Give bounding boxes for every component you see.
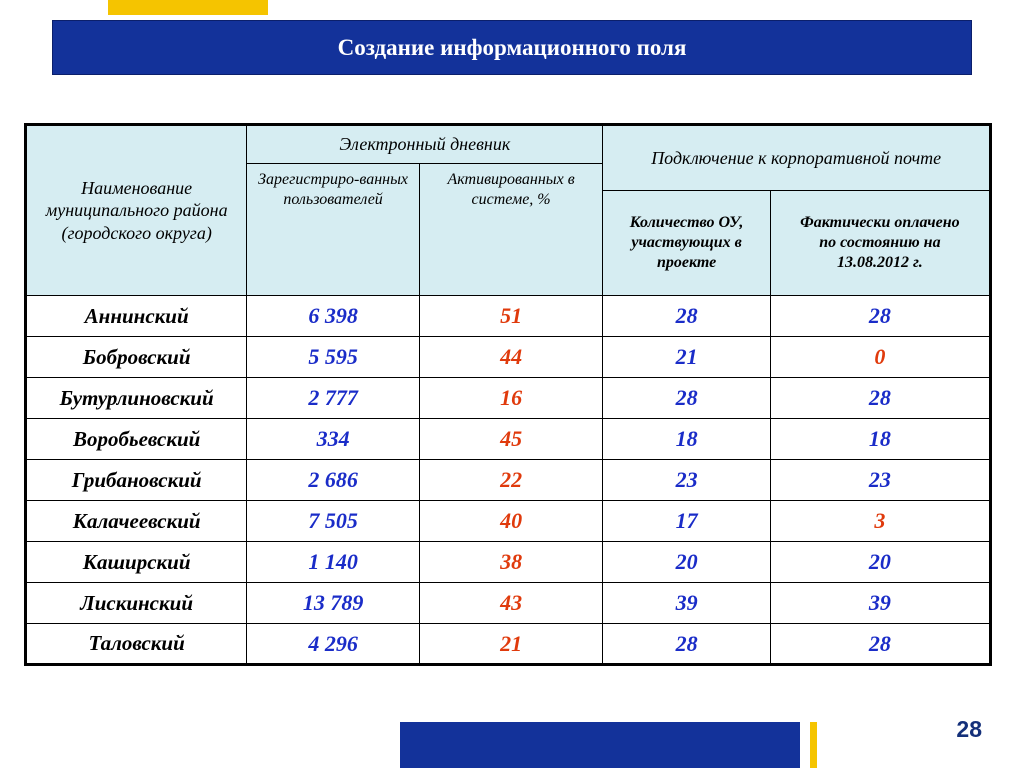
- schools-value: 28: [603, 378, 770, 419]
- paid-value: 28: [770, 296, 990, 337]
- activated-value: 44: [419, 337, 603, 378]
- schools-value: 39: [603, 583, 770, 624]
- schools-value: 17: [603, 501, 770, 542]
- bottom-accent-bar: [400, 722, 800, 768]
- activated-value: 40: [419, 501, 603, 542]
- bottom-accent-stripe: [810, 722, 817, 768]
- schools-value: 20: [603, 542, 770, 583]
- header-registered: Зарегистриро-ванных пользователей: [247, 164, 419, 296]
- title-bar: [52, 20, 972, 75]
- table-row: [26, 542, 991, 583]
- slide-title: Создание информационного поля: [337, 34, 687, 60]
- district-name: Грибановский: [26, 460, 247, 501]
- district-name: Аннинский: [26, 296, 247, 337]
- district-name: Калачеевский: [26, 501, 247, 542]
- paid-value: 20: [770, 542, 990, 583]
- district-name: Бутурлиновский: [26, 378, 247, 419]
- header-district: Наименование муниципального района (городского округа): [26, 125, 247, 296]
- schools-value: 28: [603, 296, 770, 337]
- activated-value: 51: [419, 296, 603, 337]
- registered-value: 334: [247, 419, 419, 460]
- paid-value: 39: [770, 583, 990, 624]
- table-row: [26, 460, 991, 501]
- table-row: [26, 501, 991, 542]
- paid-value: 0: [770, 337, 990, 378]
- header-schools: Количество ОУ, участвующих в проекте: [603, 191, 770, 296]
- district-name: Таловский: [26, 624, 247, 665]
- activated-value: 45: [419, 419, 603, 460]
- paid-value: 3: [770, 501, 990, 542]
- registered-value: 2 777: [247, 378, 419, 419]
- schools-value: 23: [603, 460, 770, 501]
- header-mail: Подключение к корпоративной почте: [603, 125, 991, 191]
- header-activated: Активированных в системе, %: [419, 164, 603, 296]
- activated-value: 22: [419, 460, 603, 501]
- activated-value: 16: [419, 378, 603, 419]
- registered-value: 13 789: [247, 583, 419, 624]
- registered-value: 5 595: [247, 337, 419, 378]
- header-paid: Фактически оплачено по состоянию на 13.08.2012 г.: [770, 191, 990, 296]
- table-row: [26, 296, 991, 337]
- paid-value: 18: [770, 419, 990, 460]
- paid-value: 28: [770, 378, 990, 419]
- table-row: [26, 624, 991, 665]
- district-name: Бобровский: [26, 337, 247, 378]
- page-number: 28: [956, 716, 982, 742]
- registered-value: 2 686: [247, 460, 419, 501]
- schools-value: 21: [603, 337, 770, 378]
- top-accent-bar: [108, 0, 268, 15]
- district-name: Лискинский: [26, 583, 247, 624]
- activated-value: 21: [419, 624, 603, 665]
- table-row: [26, 419, 991, 460]
- table-row: [26, 583, 991, 624]
- registered-value: 4 296: [247, 624, 419, 665]
- district-name: Каширский: [26, 542, 247, 583]
- registered-value: 6 398: [247, 296, 419, 337]
- header-row-top: [26, 125, 991, 164]
- activated-value: 43: [419, 583, 603, 624]
- table-row: [26, 337, 991, 378]
- activated-value: 38: [419, 542, 603, 583]
- paid-value: 28: [770, 624, 990, 665]
- registered-value: 7 505: [247, 501, 419, 542]
- table-row: [26, 378, 991, 419]
- paid-value: 23: [770, 460, 990, 501]
- data-table: [24, 123, 992, 666]
- registered-value: 1 140: [247, 542, 419, 583]
- schools-value: 28: [603, 624, 770, 665]
- header-ediary: Электронный дневник: [247, 125, 603, 164]
- district-name: Воробьевский: [26, 419, 247, 460]
- schools-value: 18: [603, 419, 770, 460]
